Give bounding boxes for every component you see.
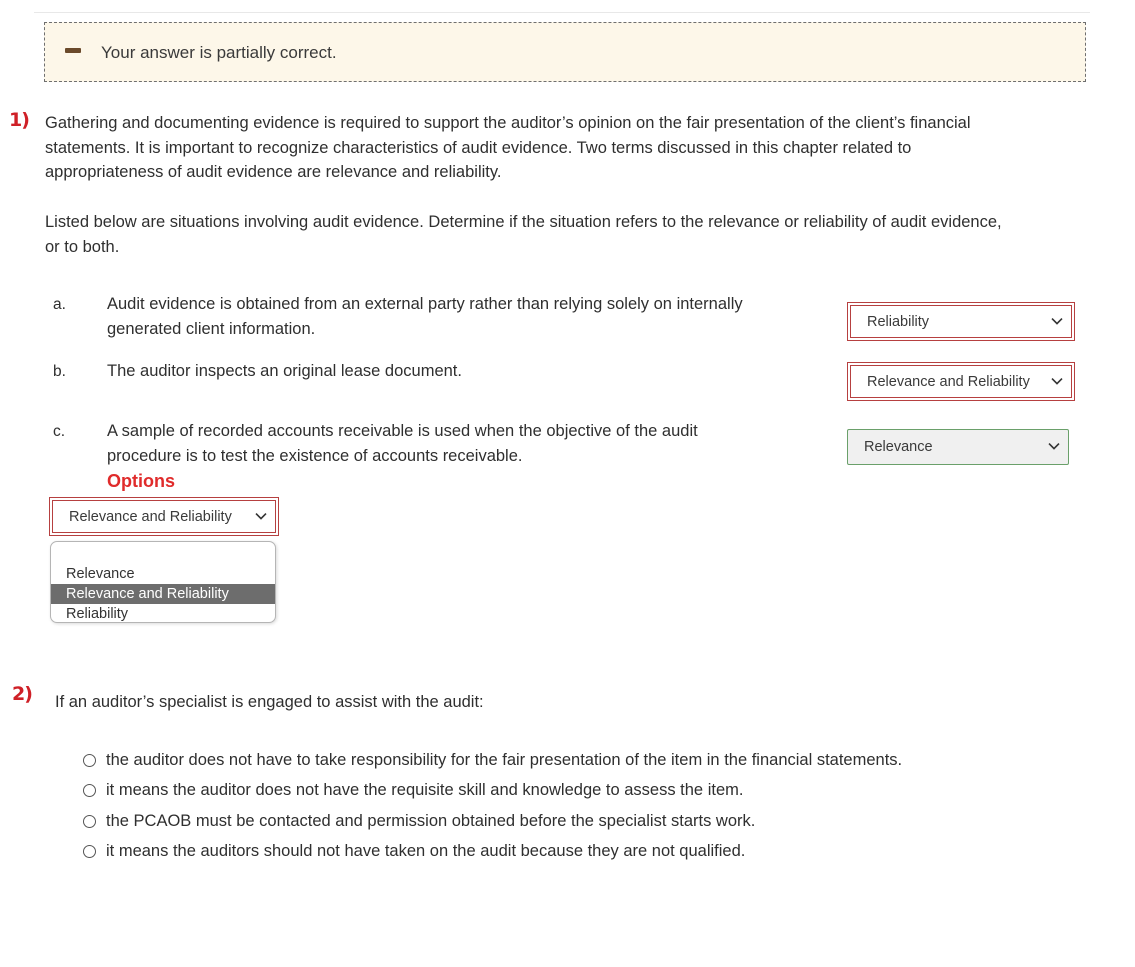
item-b-line: The auditor inspects an original lease document. (107, 362, 462, 380)
options-dropdown-list (50, 541, 276, 623)
choice-label: the auditor does not have to take responsibility for the fair presentation of the item in the financial statements. (106, 751, 903, 769)
question-2-number: 2) (12, 683, 32, 705)
item-a-text (107, 292, 743, 342)
dropdown-option-highlighted[interactable]: Relevance and Reliability (51, 584, 275, 604)
question-1-intro (45, 111, 971, 185)
choice-label: it means the auditor does not have the requisite skill and knowledge to assess the item. (106, 781, 744, 799)
item-c-letter: c. (53, 423, 66, 440)
item-c-select-value: Relevance (864, 439, 933, 455)
radio-circle-icon[interactable] (83, 845, 96, 858)
question-2-prompt: If an auditor’s specialist is engaged to assist with the audit: (55, 693, 484, 711)
chevron-down-icon (255, 512, 267, 520)
chevron-down-icon (1051, 377, 1063, 385)
instruction-line: or to both. (45, 237, 120, 256)
options-select[interactable] (52, 500, 276, 533)
minus-icon (65, 48, 81, 53)
item-c-select[interactable] (847, 429, 1069, 465)
radio-circle-icon[interactable] (83, 784, 96, 797)
chevron-down-icon (1048, 443, 1060, 451)
item-a-letter: a. (53, 296, 66, 313)
item-b-select-value: Relevance and Reliability (867, 373, 1030, 390)
choice-label: the PCAOB must be contacted and permission obtained before the specialist starts work. (106, 812, 756, 830)
options-heading: Options (107, 471, 175, 491)
top-divider (34, 12, 1090, 13)
item-b-letter: b. (53, 363, 66, 380)
item-a-select-value: Reliability (867, 313, 930, 330)
choice-label: it means the auditors should not have taken on the audit because they are not qualified. (106, 842, 746, 860)
dropdown-option[interactable]: Reliability (66, 606, 129, 622)
intro-line: appropriateness of audit evidence are relevance and reliability. (45, 163, 502, 181)
intro-line: Gathering and documenting evidence is required to support the auditor’s opinion on the fair presentation of the client’s financial (45, 114, 971, 132)
item-a-line: Audit evidence is obtained from an external party rather than relying solely on internally (107, 295, 743, 313)
item-c-line: A sample of recorded accounts receivable is used when the objective of the audit (107, 422, 698, 440)
instruction-line: Listed below are situations involving audit evidence. Determine if the situation refers to the relevance or reliability of audit evidence, (45, 213, 1002, 231)
radio-circle-icon[interactable] (83, 754, 96, 767)
item-b-text (107, 359, 462, 384)
options-select-value: Relevance and Reliability (69, 508, 232, 525)
feedback-message: Your answer is partially correct. (101, 43, 337, 62)
item-a-line: generated client information. (107, 320, 316, 338)
feedback-banner (44, 22, 1086, 82)
question-1-number: 1) (9, 109, 29, 131)
question-1-instructions (45, 210, 1002, 259)
item-a-select[interactable] (850, 305, 1072, 338)
intro-line: statements. It is important to recognize characteristics of audit evidence. Two terms discussed in this chapter related to (45, 138, 912, 157)
chevron-down-icon (1051, 317, 1063, 325)
dropdown-option[interactable]: Relevance (66, 566, 135, 582)
item-c-line: procedure is to test the existence of accounts receivable. (107, 447, 523, 465)
item-b-select[interactable] (850, 365, 1072, 398)
item-c-text (107, 419, 698, 469)
radio-circle-icon[interactable] (83, 815, 96, 828)
